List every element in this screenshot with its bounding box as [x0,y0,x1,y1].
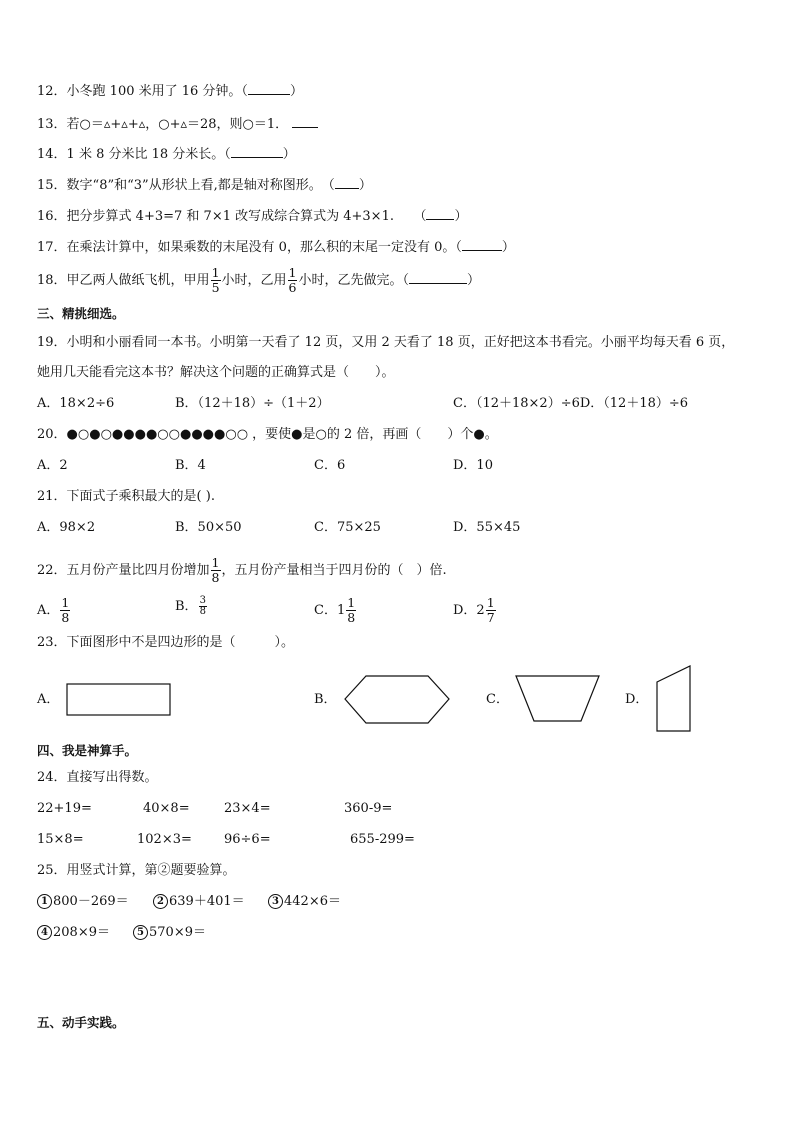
q23-text: 23．下面图形中不是四边形的是（ ）。 [37,635,295,650]
q22-option-d-fraction: $\frac{1}{7}$ [486,595,495,625]
q19-option-b[interactable]: B．（12＋18）÷（1＋2） [175,396,330,411]
q19-option-cd[interactable]: C．（12＋18×2）÷6D．（12＋18）÷6 [453,396,689,411]
q17-text: 在乘法计算中，如果乘数的末尾没有 0，那么积的末尾一定没有 0。（ [66,240,462,255]
q20-option-c[interactable]: C．6 [314,458,346,473]
q22-fraction: $\frac{1}{8}$ [211,555,220,585]
q25-item-3 [268,893,341,911]
q18-fraction-2: $\frac{1}{6}$ [288,265,297,295]
q22-option-c[interactable] [314,596,357,625]
q15-number: 15． [37,178,67,193]
q19-line-1: 19．小明和小丽看同一本书。小明第一天看了 12 页，又用 2 天看了 18 页，正好把这本书看完。小丽平均每天看 6 页， [37,335,735,350]
question-18 [37,266,480,295]
q12-close: ） [289,84,303,99]
q25-item-text: 639＋401＝ [169,894,245,909]
question-16 [37,207,468,226]
q22-option-d[interactable] [453,596,497,625]
q22-option-b-label: B． [175,599,198,614]
circled-number: 2 [153,894,168,909]
q23-option-c[interactable]: C． [486,692,509,707]
q14-number: 14． [37,147,67,162]
q22-option-c-label: C．1 [314,603,346,618]
section-5-heading: 五、动手实践。 [37,1015,125,1030]
q15-blank[interactable] [335,176,359,189]
q16-text: 把分步算式 4+3=7 和 7×1 改写成综合算式为 4+3×1. （ [66,209,427,224]
q14-blank[interactable] [231,145,283,158]
q24-item: 96÷6= [224,832,271,847]
q18-pre: 甲乙两人做纸飞机，甲用 [66,273,210,288]
q24-item: 40×8= [143,801,190,816]
right-trapezoid-shape [655,664,695,734]
q25-item-text: 442×6＝ [284,894,341,909]
q19-option-a[interactable]: A．18×2÷6 [37,396,115,411]
q19-line-2: 她用几天能看完这本书？解决这个问题的正确算式是（ ）。 [37,365,395,380]
q20-text: 20．●○●○●●●●○○●●●●○○ ，要使●是○的 2 倍，再画（ ）个●。 [37,427,498,442]
q25-item-4 [37,924,110,942]
question-14 [37,145,296,164]
q15-text: 数字“8”和“3”从形状上看,都是轴对称图形。 （ [66,178,335,193]
q13-blank[interactable] [292,115,318,128]
question-13 [37,115,318,134]
q24-item: 23×4= [224,801,271,816]
q21-option-a[interactable]: A．98×2 [37,520,96,535]
q18-blank[interactable] [409,271,467,284]
q22-post: ，五月份产量相当于四月份的（ ）倍. [221,563,447,578]
q24-item: 360-9= [344,801,393,816]
q16-blank[interactable] [426,207,454,220]
q22-option-c-fraction: $\frac{1}{8}$ [347,595,356,625]
q17-close: ） [501,240,515,255]
q22-option-a[interactable] [37,596,71,625]
circled-number: 1 [37,894,52,909]
question-22 [37,556,447,585]
q13-text: 若○＝▵+▵+▵，○+▵＝28，则○＝1． [66,117,289,132]
q21-option-b[interactable]: B．50×50 [175,520,242,535]
q22-option-b-fraction: $\frac{3}{8}$ [199,595,206,617]
q20-option-b[interactable]: B．4 [175,458,206,473]
q18-fraction-1: $\frac{1}{5}$ [211,265,220,295]
q22-option-a-label: A． [37,603,60,618]
question-15 [37,176,372,195]
q24-item: 655-299= [350,832,415,847]
q22-option-b[interactable] [175,596,208,617]
q21-option-c[interactable]: C．75×25 [314,520,381,535]
q18-number: 18． [37,273,67,288]
q18-post: 小时，乙先做完。（ [298,273,409,288]
q14-text: 1 米 8 分米比 18 分米长。（ [66,147,231,162]
q21-text: 21．下面式子乘积最大的是( ). [37,489,215,504]
q21-option-d[interactable]: D．55×45 [453,520,521,535]
q23-option-d[interactable]: D． [625,692,649,707]
q20-option-a[interactable]: A．2 [37,458,68,473]
q25-item-text: 570×9＝ [149,925,206,940]
q22-pre: 22．五月份产量比四月份增加 [37,563,210,578]
circled-number: 3 [268,894,283,909]
rectangle-shape [66,683,172,717]
hexagon-shape [342,674,452,726]
q24-item: 22+19= [37,801,92,816]
q24-title: 24．直接写出得数。 [37,770,158,785]
q25-item-5 [133,924,206,942]
q25-item-2 [153,893,245,911]
q14-close: ） [282,147,296,162]
q12-blank[interactable] [248,82,290,95]
q12-text: 小冬跑 100 米用了 16 分钟。（ [66,84,248,99]
q24-item: 102×3= [137,832,192,847]
question-17 [37,238,515,257]
q23-option-a[interactable]: A． [37,692,60,707]
q16-number: 16． [37,209,67,224]
q17-number: 17． [37,240,67,255]
q16-close: ） [454,209,468,224]
q23-option-b[interactable]: B． [314,692,337,707]
q17-blank[interactable] [462,238,502,251]
q25-title: 25．用竖式计算，第②题要验算。 [37,863,236,878]
circled-number: 5 [133,925,148,940]
q22-option-a-fraction: $\frac{1}{8}$ [61,595,70,625]
question-12 [37,82,303,101]
q25-item-text: 800－269＝ [53,894,129,909]
q25-item-1 [37,893,129,911]
section-3-heading: 三、精挑细选。 [37,306,125,321]
q22-option-d-label: D．2 [453,603,485,618]
section-4-heading: 四、我是神算手。 [37,743,138,758]
q12-number: 12． [37,84,67,99]
q15-close: ） [358,178,372,193]
q25-item-text: 208×9＝ [53,925,110,940]
q18-mid: 小时，乙用 [221,273,287,288]
q13-number: 13． [37,117,67,132]
circled-number: 4 [37,925,52,940]
q24-item: 15×8= [37,832,84,847]
q18-close: ） [467,273,481,288]
trapezoid-shape [514,674,602,724]
q20-option-d[interactable]: D．10 [453,458,493,473]
